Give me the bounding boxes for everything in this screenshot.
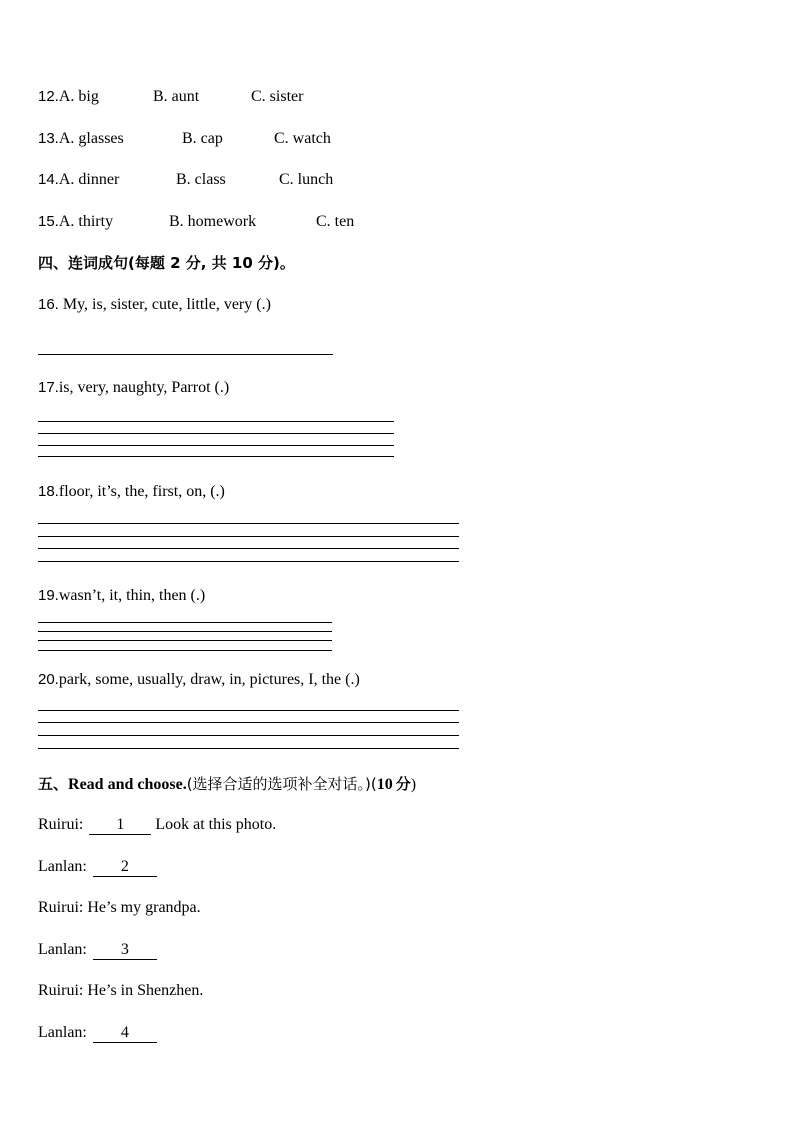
dialogue-line-3	[38, 898, 201, 918]
dialogue-text: He’s in Shenzhen.	[83, 982, 204, 999]
question-number: 13.	[38, 130, 59, 147]
answer-blank-3[interactable]: 3	[93, 940, 157, 960]
answer-blank-2[interactable]: 2	[93, 857, 157, 877]
sentence-16	[38, 295, 271, 315]
scrambled-words: wasn’t, it, thin, then (.)	[58, 587, 206, 604]
answer-line[interactable]	[38, 445, 394, 446]
answer-line[interactable]	[38, 433, 394, 434]
dialogue-line-1	[38, 815, 276, 835]
answer-line[interactable]	[38, 622, 332, 623]
dialogue-line-6	[38, 1023, 157, 1043]
speaker: Lanlan:	[38, 858, 87, 875]
speaker: Lanlan:	[38, 1024, 87, 1041]
question-number: 18.	[38, 483, 59, 500]
question-number: 14.	[38, 171, 59, 188]
question-13	[38, 129, 331, 149]
answer-line[interactable]	[38, 421, 394, 422]
scrambled-words: floor, it’s, the, first, on, (.)	[58, 483, 225, 500]
option-b: B. homework	[169, 213, 257, 230]
sentence-18	[38, 482, 225, 502]
question-15	[38, 212, 355, 232]
speaker: Ruirui:	[38, 899, 84, 916]
question-number: 12.	[38, 88, 59, 105]
question-number: 19.	[38, 587, 59, 604]
option-b: B. class	[176, 171, 226, 188]
section-number: 五、	[38, 775, 69, 793]
answer-line[interactable]	[38, 354, 333, 355]
section-title-cn: (选择合适的选项补全对话。)(	[186, 775, 377, 793]
sentence-17	[38, 378, 229, 398]
sentence-19	[38, 586, 205, 606]
question-number: 16.	[38, 296, 59, 313]
speaker: Ruirui:	[38, 816, 84, 833]
option-a: A. big	[58, 88, 99, 105]
answer-line[interactable]	[38, 561, 459, 562]
speaker: Ruirui:	[38, 982, 84, 999]
option-a: A. glasses	[58, 130, 124, 147]
option-c: C. sister	[251, 88, 304, 105]
dialogue-text: Look at this photo.	[151, 816, 277, 833]
dialogue-line-5	[38, 981, 203, 1001]
option-b: B. cap	[182, 130, 223, 147]
answer-line[interactable]	[38, 536, 459, 537]
question-14	[38, 170, 334, 190]
option-c: C. ten	[316, 213, 355, 230]
answer-blank-4[interactable]: 4	[93, 1023, 157, 1043]
answer-line[interactable]	[38, 650, 332, 651]
option-a: A. thirty	[58, 213, 114, 230]
answer-line[interactable]	[38, 748, 459, 749]
answer-line[interactable]	[38, 523, 459, 524]
option-c: C. lunch	[279, 171, 334, 188]
scrambled-words: My, is, sister, cute, little, very (.)	[58, 296, 271, 313]
question-number: 20.	[38, 671, 59, 688]
answer-line[interactable]	[38, 722, 459, 723]
option-c: C. watch	[274, 130, 331, 147]
option-b: B. aunt	[153, 88, 200, 105]
question-12	[38, 87, 304, 107]
scrambled-words: is, very, naughty, Parrot (.)	[58, 379, 230, 396]
question-number: 17.	[38, 379, 59, 396]
sentence-20	[38, 670, 360, 690]
answer-line[interactable]	[38, 640, 332, 641]
section-score-unit: 分	[395, 775, 411, 793]
answer-line[interactable]	[38, 631, 332, 632]
section-score: 10	[376, 776, 393, 793]
dialogue-line-2	[38, 857, 157, 877]
answer-line[interactable]	[38, 548, 459, 549]
section-title-en: Read and choose.	[68, 776, 187, 793]
section-close: )	[410, 776, 417, 793]
dialogue-line-4	[38, 940, 157, 960]
speaker: Lanlan:	[38, 941, 87, 958]
section-4-title: 四、连词成句(每题 2 分, 共 10 分)。	[38, 254, 295, 272]
dialogue-text: He’s my grandpa.	[83, 899, 201, 916]
answer-line[interactable]	[38, 735, 459, 736]
answer-line[interactable]	[38, 456, 394, 457]
scrambled-words: park, some, usually, draw, in, pictures, I, the (.)	[58, 671, 360, 688]
question-number: 15.	[38, 213, 59, 230]
option-a: A. dinner	[58, 171, 120, 188]
section-5-title	[38, 774, 416, 795]
answer-blank-1[interactable]: 1	[89, 815, 151, 835]
answer-line[interactable]	[38, 710, 459, 711]
